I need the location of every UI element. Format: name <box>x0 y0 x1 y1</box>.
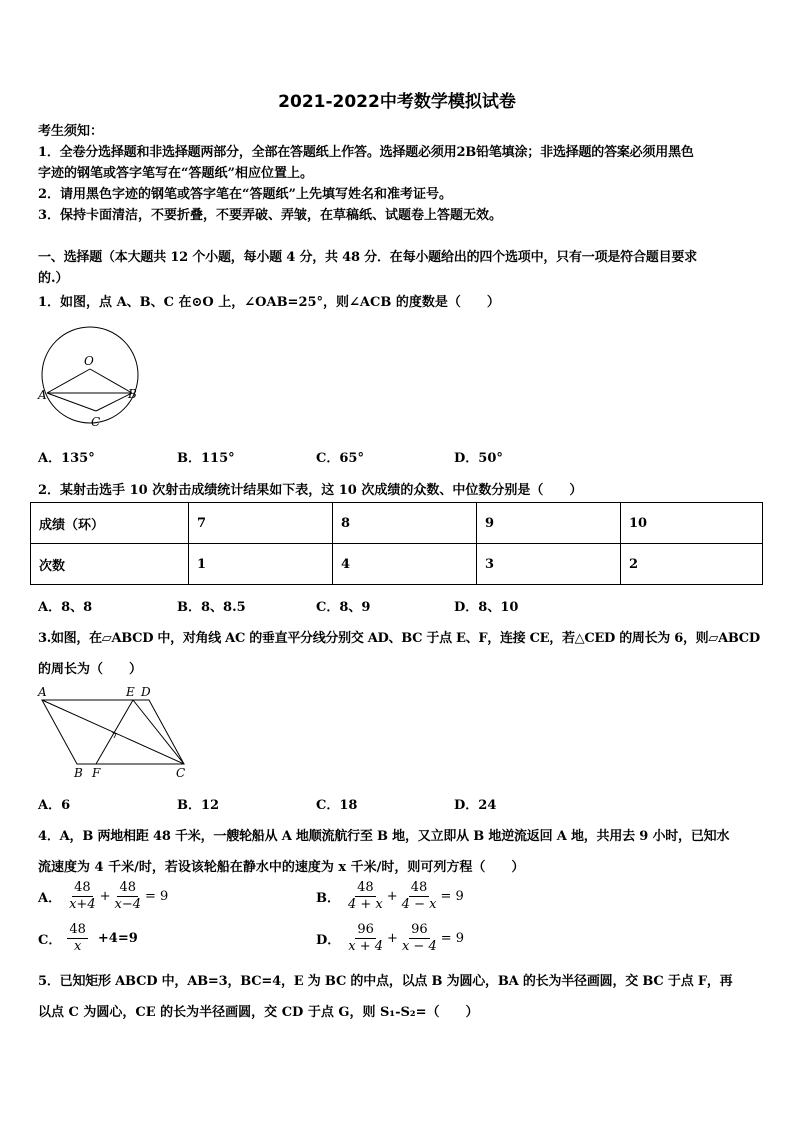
section-heading-2: 的.） <box>38 271 69 286</box>
q1-option-b: B．115° <box>177 451 235 466</box>
denominator: x <box>73 939 82 954</box>
q4-option-b-label: B． <box>316 891 340 906</box>
table-cell: 2 <box>621 544 763 585</box>
numerator: 48 <box>119 880 137 895</box>
fraction <box>346 922 385 955</box>
q1-option-d: D．50° <box>454 451 503 466</box>
q3-label-a: A <box>38 685 47 699</box>
q3-diagonal-ac <box>42 700 184 764</box>
q3-option-c: C．18 <box>316 798 358 813</box>
q1-line-ob <box>90 369 132 393</box>
q3-option-a: A．6 <box>38 798 71 813</box>
q3-label-f: F <box>92 766 101 780</box>
q1-line-bc <box>96 393 132 411</box>
operator: + <box>387 931 398 946</box>
denominator: x+4 <box>69 897 96 912</box>
q4-option-a-label: A． <box>38 891 62 906</box>
equals-rhs: = 9 <box>440 931 465 946</box>
fraction <box>67 922 88 955</box>
q3-label-b: B <box>74 766 83 780</box>
fraction <box>113 880 144 913</box>
q3-line-ce <box>133 700 184 764</box>
numerator: 48 <box>69 922 86 937</box>
q1-option-c: C．65° <box>316 451 364 466</box>
q1-label-o: O <box>84 354 94 368</box>
q3-stem-1: 3.如图，在▱ABCD 中，对角线 AC 的垂直平分线分别交 AD、BC 于点 E、F，连接 CE，若△CED 的周长为 6，则▱ABCD <box>38 631 760 646</box>
equals-rhs: = 9 <box>145 889 169 904</box>
denominator: 4 + x <box>348 897 383 912</box>
numerator: 96 <box>357 922 374 937</box>
table-cell: 1 <box>189 544 333 585</box>
q2-option-b: B．8、8.5 <box>177 600 246 615</box>
table-row <box>31 503 763 544</box>
q4-stem-1: 4．A，B 两地相距 48 千米，一艘轮船从 A 地顺流航行至 B 地，又立即从 B 地逆流返回 A 地，共用去 9 小时，已知水 <box>38 829 730 844</box>
q2-option-c: C．8、9 <box>316 600 371 615</box>
numerator: 96 <box>411 922 428 937</box>
q3-label-d: D <box>141 685 151 699</box>
notice-line-3: 3．保持卡面清洁，不要折叠，不要弄破、弄皱，在草稿纸、试题卷上答题无效。 <box>38 208 503 223</box>
table-cell: 10 <box>621 503 763 544</box>
table-cell: 3 <box>477 544 621 585</box>
operator: + <box>386 889 398 904</box>
q4-stem-2: 流速度为 4 千米/时，若设该轮船在静水中的速度为 x 千米/时，则可列方程（ ） <box>38 860 525 875</box>
q1-circle-figure <box>36 322 146 432</box>
table-cell: 4 <box>333 544 477 585</box>
q3-label-e: E <box>126 685 135 699</box>
notice-line-2: 2．请用黑色字迹的钢笔或答字笔在“答题纸”上先填写姓名和准考证号。 <box>38 187 453 202</box>
equals-rhs: = 9 <box>440 889 464 904</box>
denominator: x − 4 <box>401 939 437 954</box>
q5-stem-2: 以点 C 为圆心，CE 的长为半径画圆，交 CD 于点 G，则 S₁-S₂=（ ） <box>38 1005 479 1020</box>
q2-option-d: D．8、10 <box>454 600 519 615</box>
q4-option-a <box>38 880 168 913</box>
q4-option-d <box>316 922 464 955</box>
numerator: 48 <box>410 880 428 895</box>
section-heading-1: 一、选择题（本大题共 12 个小题，每小题 4 分，共 48 分．在每小题给出的四个选项中，只有一项是符合题目要求 <box>38 250 697 265</box>
notice-heading: 考生须知： <box>38 124 104 139</box>
q1-line-ac <box>47 393 96 411</box>
fraction <box>67 880 98 913</box>
table-cell: 9 <box>477 503 621 544</box>
q4-option-c <box>38 922 138 955</box>
equation-rest: +4=9 <box>97 931 138 946</box>
q5-stem-1: 5．已知矩形 ABCD 中，AB=3，BC=4，E 为 BC 的中点，以点 B 为圆心，BA 的长为半径画圆，交 BC 于点 F，再 <box>38 974 733 989</box>
notice-line-1a: 1．全卷分选择题和非选择题两部分，全部在答题纸上作答。选择题必须用2B铅笔填涂；非选择题的答案必须用黑色 <box>38 145 694 160</box>
q3-label-c: C <box>176 766 186 780</box>
q1-label-b: B <box>128 387 137 401</box>
denominator: 4 − x <box>401 897 437 912</box>
numerator: 48 <box>74 880 91 895</box>
q3-option-d: D．24 <box>454 798 497 813</box>
denominator: x + 4 <box>348 939 384 954</box>
table-row <box>31 544 763 585</box>
numerator: 48 <box>357 880 374 895</box>
q2-score-table <box>30 502 763 585</box>
q4-option-c-label: C． <box>38 933 62 948</box>
page-title: 2021-2022中考数学模拟试卷 <box>278 92 516 112</box>
denominator: x−4 <box>114 897 141 912</box>
q2-option-a: A．8、8 <box>38 600 93 615</box>
q3-line-ef <box>96 700 133 764</box>
q3-option-b: B．12 <box>177 798 220 813</box>
q1-option-a: A．135° <box>38 451 95 466</box>
q1-stem: 1．如图，点 A、B、C 在⊙O 上，∠OAB=25°，则∠ACB 的度数是（ ） <box>38 295 500 310</box>
fraction <box>400 922 439 955</box>
q3-stem-2: 的周长为（ ） <box>38 662 143 677</box>
fraction <box>346 880 385 913</box>
table-cell: 7 <box>189 503 333 544</box>
q1-label-a: A <box>38 388 47 402</box>
q1-line-oa <box>47 369 90 393</box>
q4-option-d-label: D． <box>316 933 341 948</box>
notice-line-1b: 字迹的钢笔或答字笔写在“答题纸”相应位置上。 <box>38 166 313 181</box>
fraction <box>400 880 439 913</box>
q1-label-c: C <box>91 415 101 429</box>
table-cell: 次数 <box>31 544 189 585</box>
q2-stem: 2．某射击选手 10 次射击成绩统计结果如下表，这 10 次成绩的众数、中位数分别是（ ） <box>38 483 583 498</box>
table-cell: 成绩（环） <box>31 503 189 544</box>
q4-option-b <box>316 880 464 913</box>
q3-parallelogram-figure <box>36 684 191 780</box>
operator: + <box>99 889 111 904</box>
table-cell: 8 <box>333 503 477 544</box>
